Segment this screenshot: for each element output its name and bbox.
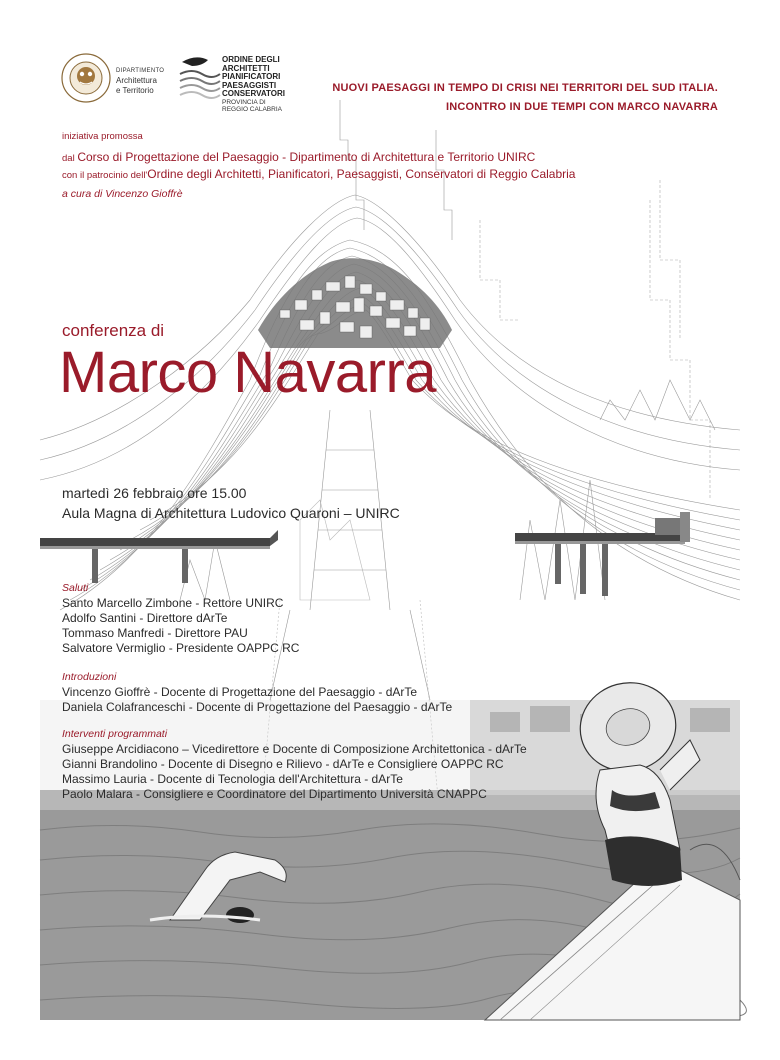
university-logo xyxy=(60,52,185,102)
section-interventi-heading: Interventi programmati xyxy=(62,728,168,740)
ordine-line3: PIANIFICATORI xyxy=(222,72,281,81)
header-line1: NUOVI PAESAGGI IN TEMPO DI CRISI NEI TERRITORI DEL SUD ITALIA. xyxy=(332,82,718,94)
stepped-ramp xyxy=(270,410,430,700)
section-introduzioni-list xyxy=(62,685,452,715)
event-date: martedì 26 febbraio ore 15.00 xyxy=(62,485,247,501)
hill-town xyxy=(258,258,452,348)
promo-line2-main: Ordine degli Architetti, Pianificatori, Paesaggisti, Conservatori di Reggio Calabria xyxy=(147,167,576,181)
curator-line: a cura di Vincenzo Gioffrè xyxy=(62,188,183,200)
list-item: Tommaso Manfredi - Direttore PAU xyxy=(62,626,248,640)
ordine-sub1: PROVINCIA DI xyxy=(222,98,266,106)
ordine-wave-icon xyxy=(178,54,222,100)
list-item: Salvatore Vermiglio - Presidente OAPPC RC xyxy=(62,641,300,655)
event-place: Aula Magna di Architettura Ludovico Quaroni – UNIRC xyxy=(62,505,400,521)
university-seal-icon xyxy=(60,52,112,104)
dept-line1: Architettura xyxy=(116,76,157,85)
dept-label: DIPARTIMENTO xyxy=(116,68,165,74)
list-item: Daniela Colafranceschi - Docente di Progettazione del Paesaggio - dArTe xyxy=(62,700,453,714)
ordine-line4: PAESAGGISTI xyxy=(222,80,277,90)
dashed-section-lines xyxy=(480,180,710,500)
list-item: Giuseppe Arcidiacono – Vicedirettore e Docente di Composizione Architettonica - dArTe xyxy=(62,742,527,756)
list-item: Paolo Malara - Consigliere e Coordinatore del Dipartimento Università CNAPPC xyxy=(62,787,487,801)
section-interventi-list xyxy=(62,742,527,802)
promo-line1-main: Corso di Progettazione del Paesaggio - Dipartimento di Architettura e Territorio UNIRC xyxy=(77,150,536,164)
bridge-left xyxy=(40,530,278,583)
list-item: Adolfo Santini - Direttore dArTe xyxy=(62,611,228,625)
list-item: Santo Marcello Zimbone - Rettore UNIRC xyxy=(62,596,284,610)
section-saluti-heading: Saluti xyxy=(62,582,89,594)
ordine-line5: CONSERVATORI xyxy=(222,89,285,98)
dept-line2: e Territorio xyxy=(116,86,154,95)
ordine-line1: ORDINE DEGLI xyxy=(222,55,280,64)
promo-line1-prefix: dal xyxy=(62,153,78,164)
ordine-logo xyxy=(178,52,298,112)
speaker-name: Marco Navarra xyxy=(59,340,437,405)
bridge-right xyxy=(515,512,690,596)
list-item: Massimo Lauria - Docente di Tecnologia dell'Architettura - dArTe xyxy=(62,772,403,786)
section-saluti-list xyxy=(62,596,299,656)
ordine-sub2: REGGIO CALABRIA xyxy=(222,105,282,113)
promo-line1 xyxy=(62,148,535,166)
promo-line2-prefix: con il patrocinio dell' xyxy=(62,170,148,181)
list-item: Vincenzo Gioffrè - Docente di Progettazione del Paesaggio - dArTe xyxy=(62,685,418,699)
ordine-line2: ARCHITETTI xyxy=(222,63,270,73)
promo-line2 xyxy=(62,165,575,183)
list-item: Gianni Brandolino - Docente di Disegno e Rilievo - dArTe e Consigliere OAPPC RC xyxy=(62,757,504,771)
header-line2: INCONTRO IN DUE TEMPI CON MARCO NAVARRA xyxy=(446,101,718,113)
title-kicker: conferenza di xyxy=(62,321,165,340)
promo-intro: iniziativa promossa xyxy=(62,131,143,142)
section-introduzioni-heading: Introduzioni xyxy=(62,671,117,683)
